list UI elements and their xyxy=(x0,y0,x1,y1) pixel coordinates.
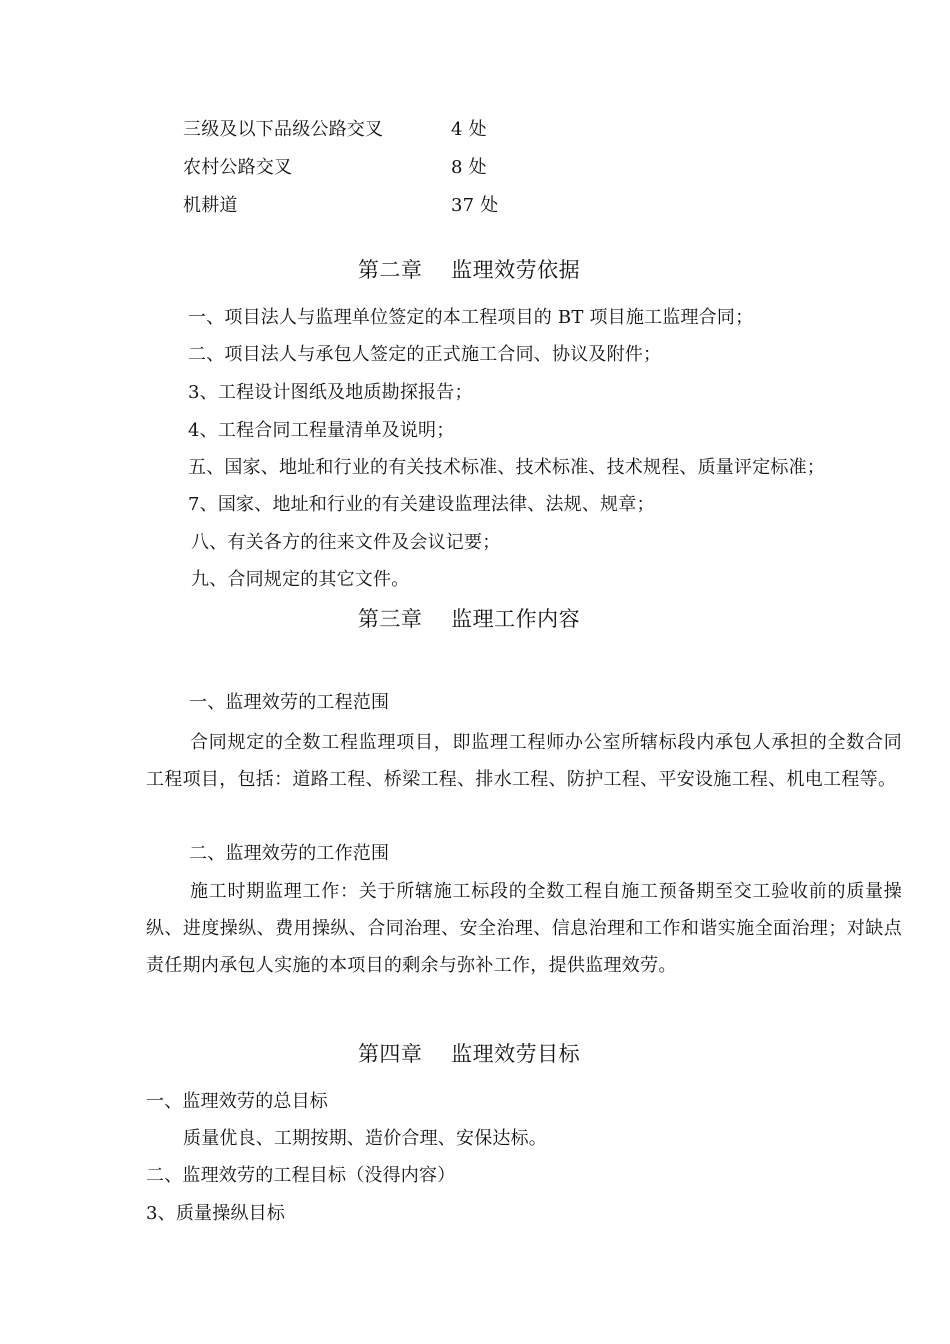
basis-item: 八、有关各方的往来文件及会议记要； xyxy=(191,532,501,553)
section-paragraph: 施工时期监理工作：关于所辖施工标段的全数工程自施工预备期至交工验收前的质量操纵、进度操纵、费用操纵、合同治理、安全治理、信息治理和工作和谐实施全面治理；对缺点责任期内承包人实施的本项目的剩余与弥补工作，提供监理效劳。 xyxy=(146,881,902,976)
goal-heading: 3、质量操纵目标 xyxy=(146,1203,286,1224)
goal-body: 质量优良、工期按期、造价合理、安保达标。 xyxy=(183,1128,547,1149)
crossing-count: 4 处 xyxy=(451,119,487,140)
basis-item: 九、合同规定的其它文件。 xyxy=(191,569,410,590)
section-heading: 二、监理效劳的工作范围 xyxy=(189,843,390,864)
basis-item: 4、工程合同工程量清单及说明； xyxy=(188,420,455,441)
crossing-name: 三级及以下品级公路交叉 xyxy=(183,119,384,140)
crossing-name: 机耕道 xyxy=(183,195,238,216)
crossing-count: 8 处 xyxy=(451,157,487,178)
basis-item: 3、工程设计图纸及地质勘探报告； xyxy=(188,382,473,403)
chapter-3-title: 第三章 监理工作内容 xyxy=(357,607,581,631)
section-paragraph: 合同规定的全数工程监理项目，即监理工程师办公室所辖标段内承包人承担的全数合同工程项目，包括：道路工程、桥梁工程、排水工程、防护工程、平安设施工程、机电工程等。 xyxy=(146,732,902,790)
chapter-4-title: 第四章 监理效劳目标 xyxy=(357,1042,581,1066)
section-heading: 一、监理效劳的工程范围 xyxy=(189,692,390,713)
goal-heading: 一、监理效劳的总目标 xyxy=(146,1091,328,1112)
basis-item: 7、国家、地址和行业的有关建设监理法律、法规、规章； xyxy=(188,494,655,515)
chapter-2-title: 第二章 监理效劳依据 xyxy=(357,258,581,282)
basis-item: 二、项目法人与承包人签定的正式施工合同、协议及附件； xyxy=(188,344,662,365)
basis-item: 五、国家、地址和行业的有关技术标准、技术标准、技术规程、质量评定标准； xyxy=(188,457,825,478)
goal-heading: 二、监理效劳的工程目标（没得内容） xyxy=(146,1165,456,1186)
crossing-count: 37 处 xyxy=(451,195,499,216)
basis-item: 一、项目法人与监理单位签定的本工程项目的 BT 项目施工监理合同； xyxy=(188,307,754,328)
crossing-name: 农村公路交叉 xyxy=(183,157,293,178)
